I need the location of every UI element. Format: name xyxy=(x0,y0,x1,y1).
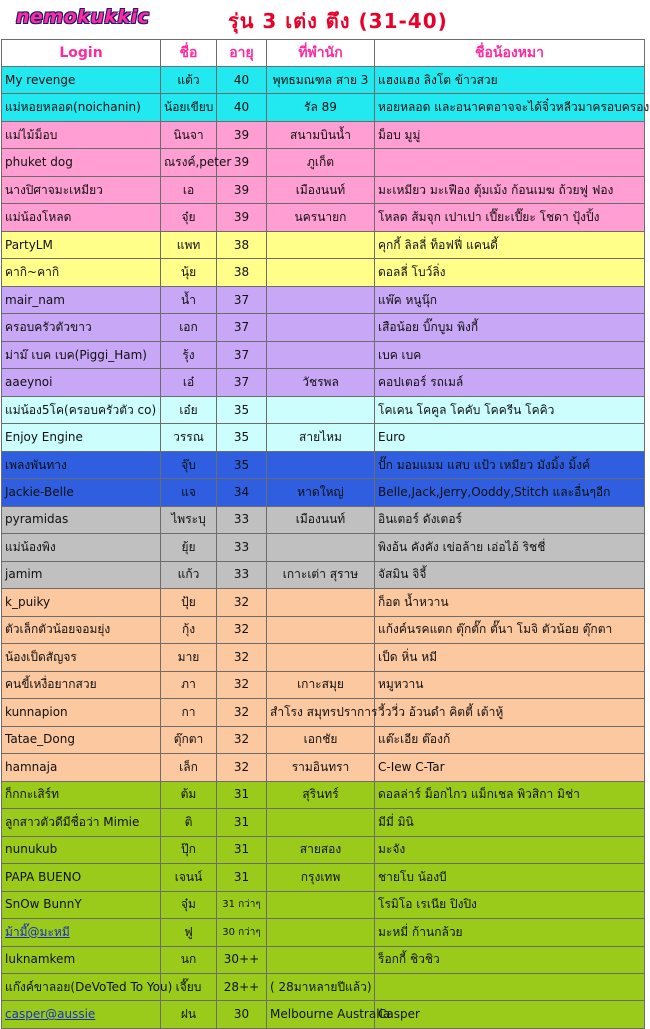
age-cell: 32 xyxy=(217,644,267,671)
age-cell: 30 กว่าๆ xyxy=(217,919,267,946)
login-cell xyxy=(2,864,161,891)
name-cell: ฟู xyxy=(161,919,217,946)
table-row xyxy=(2,451,645,478)
dogs-cell: Belle,Jack,Jerry,Ooddy,Stitch และอื่นๆอีก xyxy=(375,479,645,506)
dogs-cell: โหลด ส้มจุก เปาเปา เปี๊ยะเปี๊ยะ โชดา ปุ้งปิ้ง xyxy=(375,204,645,231)
place-cell: นครนายก xyxy=(267,204,375,231)
place-cell: ภูเก็ต xyxy=(267,149,375,176)
login-text: น้องเป็ดสัญจร xyxy=(5,649,77,664)
place-cell: รัล 89 xyxy=(267,94,375,121)
name-cell: เอ๋ xyxy=(161,369,217,396)
table-row xyxy=(2,314,645,341)
login-cell xyxy=(2,726,161,753)
place-cell xyxy=(267,341,375,368)
place-cell: ( 28มาหลายปีแล้ว) xyxy=(267,973,375,1000)
name-cell: แจ xyxy=(161,479,217,506)
name-cell: ติ xyxy=(161,809,217,836)
dogs-cell: เบค เบค xyxy=(375,341,645,368)
table-row xyxy=(2,616,645,643)
login-text: phuket dog xyxy=(5,155,73,170)
login-cell xyxy=(2,891,161,918)
login-text: Tatae_Dong xyxy=(5,732,75,747)
place-cell: สนามบินน้ำ xyxy=(267,121,375,148)
age-cell: 37 xyxy=(217,341,267,368)
login-text: SnOw BunnY xyxy=(5,897,82,912)
login-text: Enjoy Engine xyxy=(5,430,83,445)
table-row xyxy=(2,781,645,808)
table-row xyxy=(2,919,645,946)
age-cell: 33 xyxy=(217,506,267,533)
login-text: แม่ไม้ม็อบ xyxy=(5,127,58,142)
name-cell: จุ๋ม xyxy=(161,891,217,918)
login-cell xyxy=(2,149,161,176)
age-cell: 28++ xyxy=(217,973,267,1000)
column-header-login: Login xyxy=(2,40,161,67)
login-cell xyxy=(2,231,161,258)
login-text: แม่น้อง5โค(ครอบครัวตัว co) xyxy=(5,402,157,417)
login-cell xyxy=(2,67,161,94)
table-row xyxy=(2,754,645,781)
dogs-cell: ม็อบ มูมู่ xyxy=(375,121,645,148)
table-row xyxy=(2,1001,645,1028)
dogs-cell: แก้งค์นรคแตก ตุ๊กตั๊ก ตั๊นา โมจิ ตัวน้อย ตุ๊กตา xyxy=(375,616,645,643)
age-cell: 40 xyxy=(217,94,267,121)
login-text: ม่าม๊ เบค เบค(Piggi_Ham) xyxy=(5,347,147,362)
login-cell xyxy=(2,396,161,423)
login-cell xyxy=(2,506,161,533)
login-text: nunukub xyxy=(5,842,58,857)
place-cell xyxy=(267,946,375,973)
table-row xyxy=(2,149,645,176)
name-cell: วรรณ xyxy=(161,424,217,451)
dogs-cell: โคเคน โคคูล โคคับ โคครีน โคคิว xyxy=(375,396,645,423)
table-row xyxy=(2,699,645,726)
page-title: รุ่น 3 เต่ง ตึง (31-40) xyxy=(228,9,448,33)
table-row xyxy=(2,644,645,671)
dogs-cell xyxy=(375,973,645,1000)
login-text: Jackie-Belle xyxy=(5,485,74,499)
sheet-header xyxy=(0,0,650,39)
table-row xyxy=(2,424,645,451)
dogs-cell: พิงอ้น คังคัง เข่อล้าย เอ่อไอ้ ริชชี่ xyxy=(375,534,645,561)
login-cell xyxy=(2,424,161,451)
age-cell: 35 xyxy=(217,451,267,478)
login-text: ครอบครัวตัวขาว xyxy=(5,320,92,335)
login-text: kunnapion xyxy=(5,704,68,719)
place-cell: สายไหม xyxy=(267,424,375,451)
name-cell: น้ำ xyxy=(161,286,217,313)
age-cell: 39 xyxy=(217,149,267,176)
table-row xyxy=(2,891,645,918)
table-row xyxy=(2,259,645,286)
login-cell xyxy=(2,314,161,341)
table-row xyxy=(2,341,645,368)
age-cell: 32 xyxy=(217,699,267,726)
dogs-cell: ดอลลี่ โบว์ลิ่ง xyxy=(375,259,645,286)
login-cell xyxy=(2,919,161,946)
login-cell xyxy=(2,204,161,231)
place-cell xyxy=(267,231,375,258)
dogs-cell: C-Iew C-Tar xyxy=(375,754,645,781)
dogs-cell: มะจัง xyxy=(375,836,645,863)
login-cell xyxy=(2,286,161,313)
login-text: ตัวเล็กตัวน้อยจอมยุ่ง xyxy=(5,622,111,637)
column-header-age: อายุ xyxy=(217,40,267,67)
place-cell xyxy=(267,314,375,341)
login-text: แม่หอยหลอด(noichanin) xyxy=(5,100,141,115)
place-cell: สุรินทร์ xyxy=(267,781,375,808)
place-cell: เมืองนนท์ xyxy=(267,506,375,533)
dogs-cell: หอยหลอด และอนาคตอาจจะได้จิ๋วหลีวมาครอบครอง xyxy=(375,94,645,121)
name-cell: เจนน์ xyxy=(161,864,217,891)
table-row xyxy=(2,369,645,396)
table-row xyxy=(2,396,645,423)
age-cell: 40 xyxy=(217,67,267,94)
place-cell xyxy=(267,589,375,616)
name-cell: มาย xyxy=(161,644,217,671)
place-cell: วัชรพล xyxy=(267,369,375,396)
login-cell xyxy=(2,259,161,286)
name-cell: รุ้ง xyxy=(161,341,217,368)
name-cell: ปุ้ย xyxy=(161,589,217,616)
login-text: jamim xyxy=(5,567,43,582)
table-row xyxy=(2,286,645,313)
name-cell: นุ้ย xyxy=(161,259,217,286)
table-row xyxy=(2,506,645,533)
login-text: คนขี้เหงื่อยากสวย xyxy=(5,677,97,692)
name-cell: เอ๋ย xyxy=(161,396,217,423)
login-cell xyxy=(2,121,161,148)
place-cell: กรุงเทพ xyxy=(267,864,375,891)
place-cell: สำโรง สมุทรปราการ xyxy=(267,699,375,726)
name-cell: ภา xyxy=(161,671,217,698)
table-header-row xyxy=(2,40,645,67)
dogs-cell: Euro xyxy=(375,424,645,451)
dogs-cell: โรมิโอ เรเนีย ปิงปิง xyxy=(375,891,645,918)
table-body xyxy=(2,67,650,1029)
login-cell xyxy=(2,589,161,616)
place-cell xyxy=(267,451,375,478)
column-header-place: ที่พำนัก xyxy=(267,40,375,67)
login-cell xyxy=(2,94,161,121)
age-cell: 32 xyxy=(217,671,267,698)
login-link[interactable]: ม้ามี๊@มะหมี xyxy=(5,924,70,939)
name-cell: แต้ว xyxy=(161,67,217,94)
dogs-cell: แฮงแฮง ลิงโต ข้าวสวย xyxy=(375,67,645,94)
name-cell: กา xyxy=(161,699,217,726)
age-cell: 37 xyxy=(217,314,267,341)
table-row xyxy=(2,946,645,973)
login-cell xyxy=(2,699,161,726)
login-cell xyxy=(2,616,161,643)
table-row xyxy=(2,671,645,698)
dogs-cell: แต๊ะเอีย ต๊องก้ xyxy=(375,726,645,753)
name-cell: ปุ๊ก xyxy=(161,836,217,863)
dogs-cell: คอปเตอร์ รถเมล์ xyxy=(375,369,645,396)
table-row xyxy=(2,479,645,506)
place-cell xyxy=(267,534,375,561)
login-text: pyramidas xyxy=(5,512,69,527)
dogs-cell: อินเตอร์ ดังเตอร์ xyxy=(375,506,645,533)
place-cell: เกาะสมุย xyxy=(267,671,375,698)
login-cell xyxy=(2,1001,161,1028)
name-cell: ยุ้ย xyxy=(161,534,217,561)
login-cell xyxy=(2,644,161,671)
login-text: aaeynoi xyxy=(5,375,53,390)
age-cell: 32 xyxy=(217,616,267,643)
login-cell xyxy=(2,341,161,368)
login-cell xyxy=(2,479,161,506)
table-row xyxy=(2,809,645,836)
age-cell: 38 xyxy=(217,231,267,258)
dogs-cell: มะหมี่ ก้านกล้วย xyxy=(375,919,645,946)
name-cell: ตุ๊กตา xyxy=(161,726,217,753)
age-cell: 39 xyxy=(217,176,267,203)
table-row xyxy=(2,561,645,588)
table-row xyxy=(2,67,645,94)
place-cell xyxy=(267,919,375,946)
name-cell: ต้ม xyxy=(161,781,217,808)
table-row xyxy=(2,864,645,891)
place-cell xyxy=(267,259,375,286)
members-table xyxy=(1,39,650,1029)
login-cell xyxy=(2,534,161,561)
login-cell xyxy=(2,671,161,698)
login-text: แม่น้องโหลด xyxy=(5,210,72,225)
place-cell: รามอินทรา xyxy=(267,754,375,781)
name-cell: เอก xyxy=(161,314,217,341)
table-row xyxy=(2,94,645,121)
age-cell: 37 xyxy=(217,286,267,313)
login-text: ลูกสาวตัวดีมีชื่อว่า Mimie xyxy=(5,814,140,829)
place-cell: เอกชัย xyxy=(267,726,375,753)
age-cell: 37 xyxy=(217,369,267,396)
login-cell xyxy=(2,809,161,836)
age-cell: 31 xyxy=(217,836,267,863)
login-text: k_puiky xyxy=(5,594,51,609)
place-cell xyxy=(267,644,375,671)
login-cell xyxy=(2,561,161,588)
age-cell: 30 xyxy=(217,1001,267,1028)
dogs-cell: ดอลล่าร์ ม็อกไกว แม็กเชล พิวสิกา มิช่า xyxy=(375,781,645,808)
age-cell: 38 xyxy=(217,259,267,286)
age-cell: 31 xyxy=(217,781,267,808)
dogs-cell: แพ๊ค หนูนุ๊ก xyxy=(375,286,645,313)
column-header-name: ชื่อ xyxy=(161,40,217,67)
name-cell: นก xyxy=(161,946,217,973)
login-text: แม่น้องพิง xyxy=(5,539,56,554)
dogs-cell: Casper xyxy=(375,1001,645,1028)
table-row xyxy=(2,534,645,561)
place-cell: พุทธมณฑล สาย 3 xyxy=(267,67,375,94)
login-text: แก๊งค์ขาลอย(DeVoTed To You) xyxy=(5,979,173,994)
name-cell: กุ้ง xyxy=(161,616,217,643)
name-cell: เจี๊ยบ xyxy=(161,973,217,1000)
table-row xyxy=(2,231,645,258)
dogs-cell: ร็อกกี้ ชิวชิว xyxy=(375,946,645,973)
age-cell: 31 กว่าๆ xyxy=(217,891,267,918)
name-cell: ไพระบุ xyxy=(161,506,217,533)
name-cell: แพท xyxy=(161,231,217,258)
place-cell xyxy=(267,286,375,313)
login-text: คากิ~คากิ xyxy=(5,265,60,280)
place-cell: เมืองนนท์ xyxy=(267,176,375,203)
dogs-cell: วี้ววี่ว อ้วนดำ คิตตี้ เต้าหู้ xyxy=(375,699,645,726)
age-cell: 30++ xyxy=(217,946,267,973)
name-cell: นินจา xyxy=(161,121,217,148)
age-cell: 39 xyxy=(217,121,267,148)
login-cell xyxy=(2,176,161,203)
age-cell: 33 xyxy=(217,534,267,561)
place-cell xyxy=(267,396,375,423)
name-cell: ฝน xyxy=(161,1001,217,1028)
login-cell xyxy=(2,451,161,478)
place-cell: เกาะเต่า สุราษ xyxy=(267,561,375,588)
place-cell: Melbourne Australia xyxy=(267,1001,375,1028)
name-cell: น้อยเขียบ xyxy=(161,94,217,121)
table-row xyxy=(2,176,645,203)
table-row xyxy=(2,973,645,1000)
dogs-cell xyxy=(375,149,645,176)
name-cell: เล็ก xyxy=(161,754,217,781)
place-cell: สายสอง xyxy=(267,836,375,863)
age-cell: 35 xyxy=(217,396,267,423)
table-row xyxy=(2,204,645,231)
login-text: PAPA BUENO xyxy=(5,869,82,884)
age-cell: 39 xyxy=(217,204,267,231)
column-header-dogs: ชื่อน้องหมา xyxy=(375,40,645,67)
name-cell: จุ๊บ xyxy=(161,451,217,478)
place-cell: หาดใหญ่ xyxy=(267,479,375,506)
login-text: hamnaja xyxy=(5,759,58,774)
age-cell: 32 xyxy=(217,726,267,753)
dogs-cell: มีมี่ มินิ xyxy=(375,809,645,836)
age-cell: 33 xyxy=(217,561,267,588)
name-cell: แก้ว xyxy=(161,561,217,588)
name-cell: ณรงค์,peter xyxy=(161,149,217,176)
login-cell xyxy=(2,369,161,396)
dogs-cell: เสือน้อย บิ๊กบูม พิงกี้ xyxy=(375,314,645,341)
login-text: My revenge xyxy=(5,72,76,87)
logo: nemokukkic xyxy=(16,6,150,28)
name-cell: จุ๋ย xyxy=(161,204,217,231)
dogs-cell: ก็อต น้ำหวาน xyxy=(375,589,645,616)
login-text: เพลงพันทาง xyxy=(5,457,67,472)
login-cell xyxy=(2,946,161,973)
age-cell: 31 xyxy=(217,864,267,891)
name-cell: เอ xyxy=(161,176,217,203)
dogs-cell: ชายโบ น้องบี xyxy=(375,864,645,891)
age-cell: 32 xyxy=(217,589,267,616)
login-text: luknamkem xyxy=(5,952,76,967)
age-cell: 32 xyxy=(217,754,267,781)
login-text: PartyLM xyxy=(5,237,53,252)
login-cell xyxy=(2,781,161,808)
dogs-cell: ปั๊ก มอมแมม แสบ แป้ว เหมียว มังมิ้ง มิ้งค์ xyxy=(375,451,645,478)
dogs-cell: จัสมิน จิจี้ xyxy=(375,561,645,588)
dogs-cell: เป็ด หิ่น หมี xyxy=(375,644,645,671)
login-cell xyxy=(2,836,161,863)
login-text: ก็กกะเสิร์ท xyxy=(5,787,60,802)
table-row xyxy=(2,836,645,863)
place-cell xyxy=(267,809,375,836)
age-cell: 34 xyxy=(217,479,267,506)
table-row xyxy=(2,589,645,616)
table-row xyxy=(2,121,645,148)
login-cell xyxy=(2,754,161,781)
dogs-cell: คุกกี้ ลิลลี่ ท็อฟฟี่ แคนดี้ xyxy=(375,231,645,258)
dogs-cell: มะเหมียว มะเฟือง ตุ้มเม้ง ก้อนเมฆ ถ้วยฟู ฟอง xyxy=(375,176,645,203)
dogs-cell: หมูหวาน xyxy=(375,671,645,698)
age-cell: 35 xyxy=(217,424,267,451)
place-cell xyxy=(267,616,375,643)
login-link[interactable]: casper@aussie xyxy=(5,1007,96,1022)
login-text: นางปิศาจมะเหมียว xyxy=(5,182,103,197)
age-cell: 31 xyxy=(217,809,267,836)
login-cell xyxy=(2,973,173,1000)
place-cell xyxy=(267,891,375,918)
login-text: mair_nam xyxy=(5,292,65,307)
table-row xyxy=(2,726,645,753)
